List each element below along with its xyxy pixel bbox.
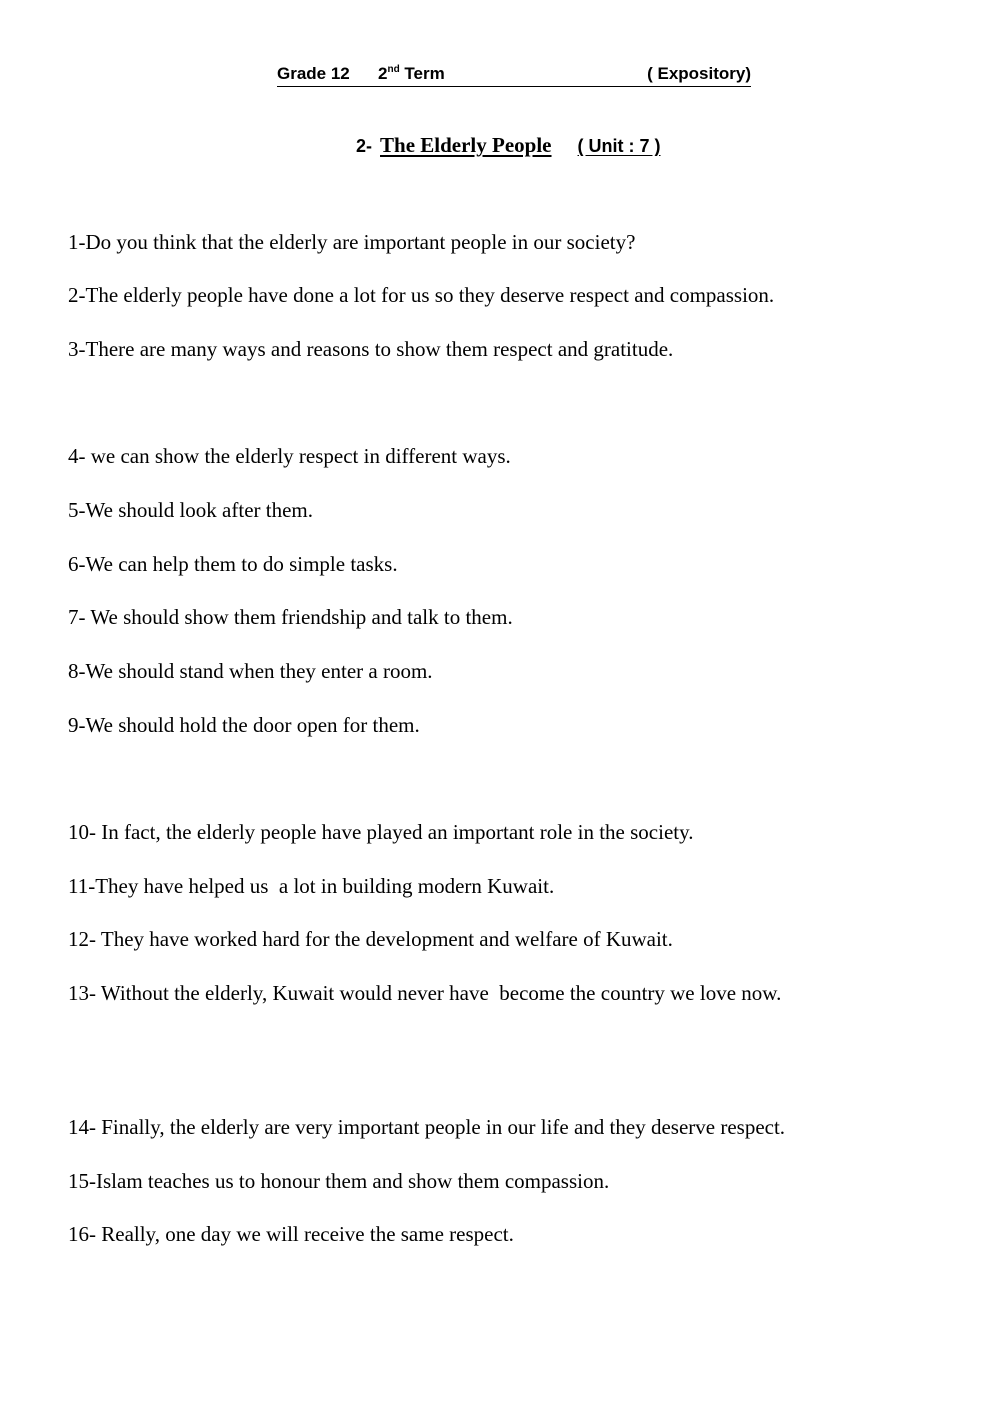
sentence-3: 3-There are many ways and reasons to show them respect and gratitude. bbox=[68, 337, 674, 361]
sentence-13: 13- Without the elderly, Kuwait would never have become the country we love now. bbox=[68, 981, 782, 1005]
sentence-7: 7- We should show them friendship and talk to them. bbox=[68, 605, 513, 629]
title-text: The Elderly People bbox=[380, 133, 552, 157]
sentence-4: 4- we can show the elderly respect in different ways. bbox=[68, 444, 511, 468]
sentence-2: 2-The elderly people have done a lot for us so they deserve respect and compassion. bbox=[68, 283, 775, 307]
sentence-9: 9-We should hold the door open for them. bbox=[68, 713, 420, 737]
term-suffix: nd bbox=[387, 64, 400, 75]
sentence-10: 10- In fact, the elderly people have played an important role in the society. bbox=[68, 820, 694, 844]
sentence-5: 5-We should look after them. bbox=[68, 498, 313, 522]
sentence-12: 12- They have worked hard for the development and welfare of Kuwait. bbox=[68, 927, 673, 951]
unit-label: ( Unit : 7 ) bbox=[577, 136, 661, 156]
sentence-6: 6-We can help them to do simple tasks. bbox=[68, 552, 398, 576]
sentence-15: 15-Islam teaches us to honour them and show them compassion. bbox=[68, 1169, 610, 1193]
title-number: 2- bbox=[356, 136, 373, 156]
page-title bbox=[356, 131, 661, 159]
term-number: 2 bbox=[378, 64, 388, 83]
sentence-8: 8-We should stand when they enter a room. bbox=[68, 659, 433, 683]
term-label bbox=[378, 63, 445, 85]
term-word: Term bbox=[404, 64, 445, 83]
essay-type-label: ( Expository) bbox=[647, 64, 751, 83]
sentence-14: 14- Finally, the elderly are very important people in our life and they deserve respect. bbox=[68, 1115, 786, 1139]
sentence-1: 1-Do you think that the elderly are important people in our society? bbox=[68, 230, 636, 254]
document-header bbox=[277, 62, 751, 87]
sentence-11: 11-They have helped us a lot in building modern Kuwait. bbox=[68, 874, 555, 898]
grade-label: Grade 12 bbox=[277, 64, 350, 83]
sentence-16: 16- Really, one day we will receive the same respect. bbox=[68, 1222, 514, 1246]
